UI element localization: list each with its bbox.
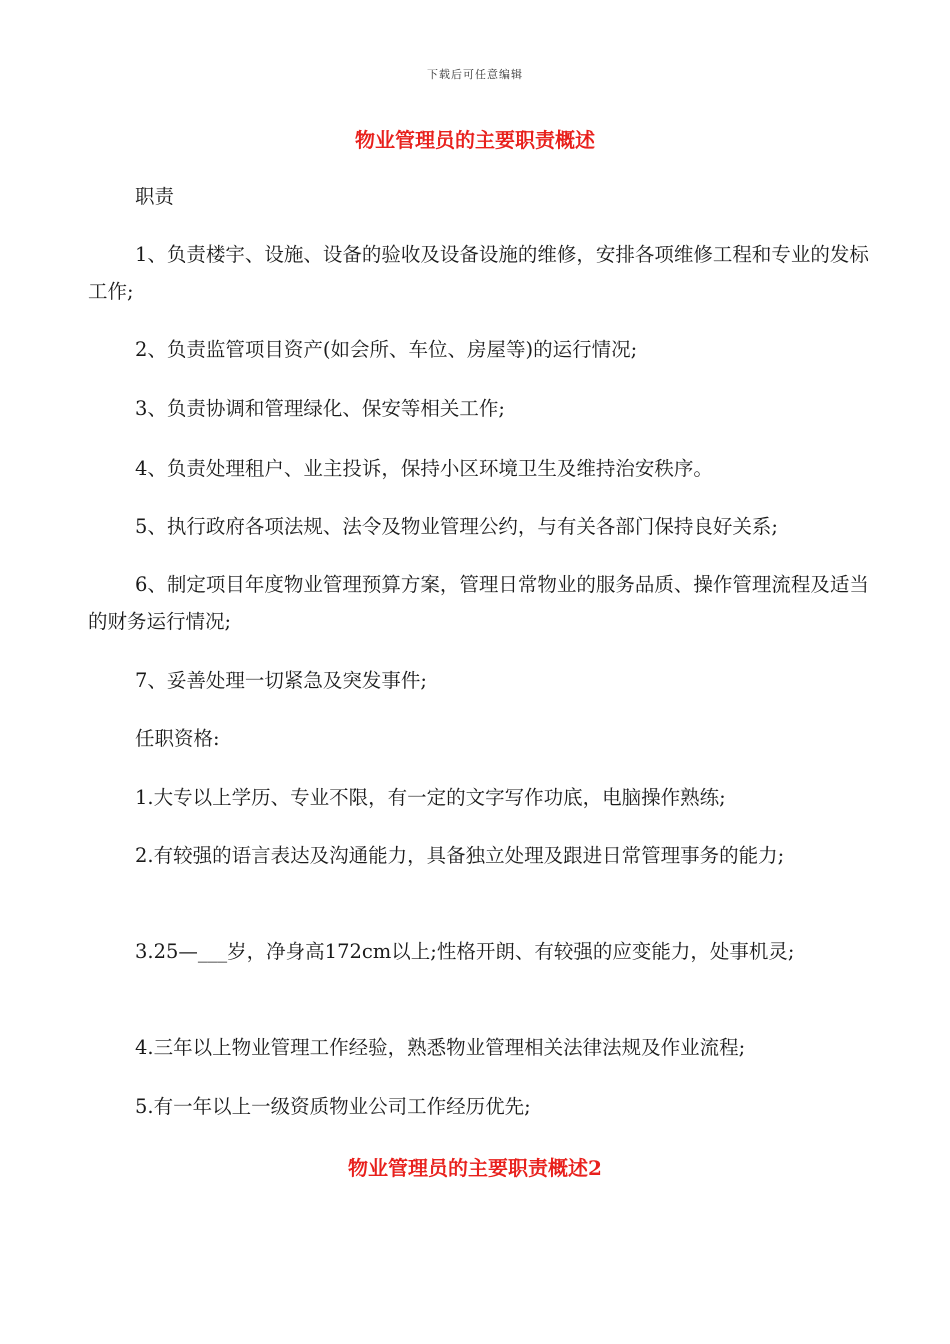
paragraph-duty-6: 6、制定项目年度物业管理预算方案，管理日常物业的服务品质、操作管理流程及适当的财务运行情况; bbox=[88, 573, 869, 633]
paragraph-qualification-4: 4.三年以上物业管理工作经验，熟悉物业管理相关法律法规及作业流程; bbox=[135, 1036, 746, 1059]
paragraph-duties-heading: 职责 bbox=[135, 185, 175, 208]
paragraph-duty-1: 1、负责楼宇、设施、设备的验收及设备设施的维修，安排各项维修工程和专业的发标工作; bbox=[88, 243, 869, 303]
paragraph-qualification-3: 3.25—___岁，净身高172cm以上;性格开朗、有较强的应变能力，处事机灵; bbox=[135, 940, 795, 963]
paragraph-duty-2: 2、负责监管项目资产(如会所、车位、房屋等)的运行情况; bbox=[135, 338, 638, 361]
header-note: 下载后可任意编辑 bbox=[427, 68, 523, 81]
document-title: 物业管理员的主要职责概述 bbox=[355, 128, 595, 152]
paragraph-duty-5: 5、执行政府各项法规、法令及物业管理公约，与有关各部门保持良好关系; bbox=[135, 515, 778, 538]
document-title-2: 物业管理员的主要职责概述2 bbox=[348, 1156, 602, 1180]
paragraph-duty-7: 7、妥善处理一切紧急及突发事件; bbox=[135, 669, 427, 692]
paragraph-qualification-2: 2.有较强的语言表达及沟通能力，具备独立处理及跟进日常管理事务的能力; bbox=[135, 844, 785, 867]
paragraph-duty-4: 4、负责处理租户、业主投诉，保持小区环境卫生及维持治安秩序。 bbox=[135, 457, 713, 480]
paragraph-qualification-5: 5.有一年以上一级资质物业公司工作经历优先; bbox=[135, 1095, 531, 1118]
paragraph-duty-3: 3、负责协调和管理绿化、保安等相关工作; bbox=[135, 397, 505, 420]
paragraph-qualifications-heading: 任职资格: bbox=[135, 727, 220, 750]
paragraph-qualification-1: 1.大专以上学历、专业不限，有一定的文字写作功底，电脑操作熟练; bbox=[135, 786, 726, 809]
